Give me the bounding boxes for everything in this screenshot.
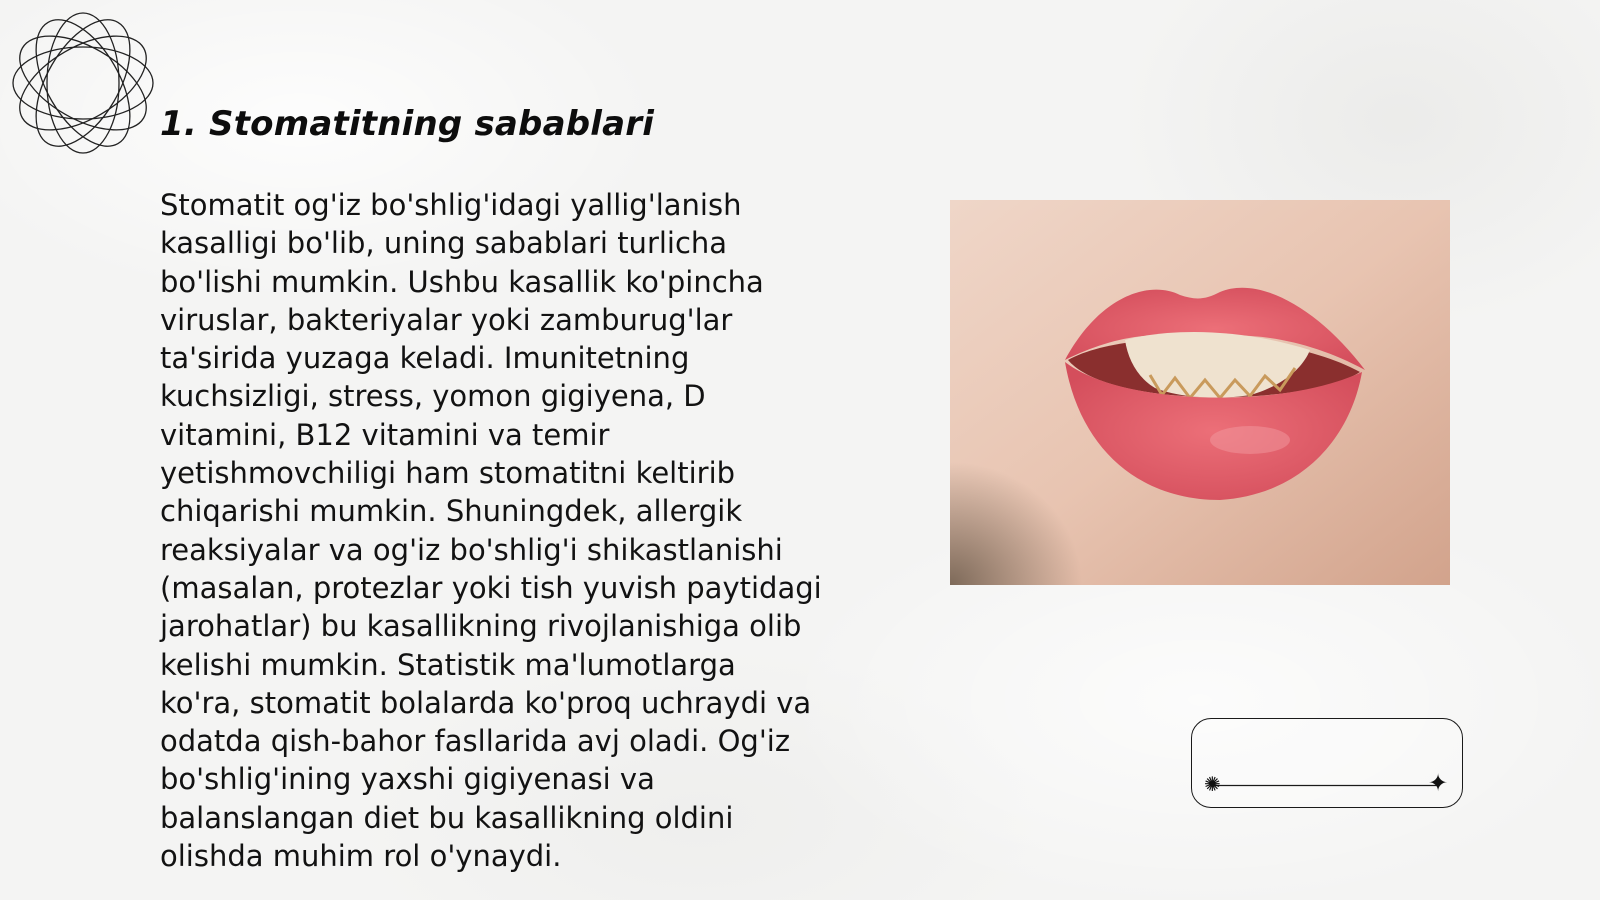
body-line: ko'ra, stomatit bolalarda ko'proq uchraydi va bbox=[160, 685, 812, 720]
circle-ornament-icon bbox=[10, 10, 156, 156]
body-line: kuchsizligi, stress, yomon gigiyena, D bbox=[160, 379, 706, 414]
body-line: kasalligi bo'lib, uning sabablari turlicha bbox=[160, 226, 728, 261]
mouth-photo bbox=[950, 200, 1450, 585]
body-line: odatda qish-bahor fasllarida avj oladi. Og'iz bbox=[160, 724, 791, 759]
body-line: (masalan, protezlar yoki tish yuvish paytidagi bbox=[160, 570, 822, 605]
body-line: ta'sirida yuzaga keladi. Imunitetning bbox=[160, 341, 690, 376]
body-line: bo'lishi mumkin. Ushbu kasallik ko'pincha bbox=[160, 264, 764, 299]
body-paragraph bbox=[160, 186, 850, 875]
body-line: vitamini, B12 vitamini va temir bbox=[160, 417, 610, 452]
body-line: reaksiyalar va og'iz bo'shlig'i shikastlanishi bbox=[160, 532, 783, 567]
body-line: chiqarishi mumkin. Shuningdek, allergik bbox=[160, 494, 743, 529]
body-line: balanslangan diet bu kasallikning oldini bbox=[160, 800, 734, 835]
body-line: viruslar, bakteriyalar yoki zamburug'lar bbox=[160, 302, 733, 337]
slide-title: 1. Stomatitning sabablari bbox=[160, 104, 655, 144]
decorative-frame bbox=[1191, 718, 1463, 808]
body-line: Stomatit og'iz bo'shlig'idagi yallig'lanish bbox=[160, 188, 742, 222]
sparkle-icon: ✦ bbox=[1428, 769, 1449, 797]
body-line: bo'shlig'ining yaxshi gigiyenasi va bbox=[160, 762, 655, 797]
body-line: yetishmovchiligi ham stomatitni keltirib bbox=[160, 456, 736, 491]
star-icon: ✺ bbox=[1204, 772, 1221, 796]
body-line: kelishi mumkin. Statistik ma'lumotlarga bbox=[160, 647, 736, 682]
body-line: jarohatlar) bu kasallikning rivojlanishiga olib bbox=[160, 609, 802, 644]
body-line: olishda muhim rol o'ynaydi. bbox=[160, 839, 562, 874]
